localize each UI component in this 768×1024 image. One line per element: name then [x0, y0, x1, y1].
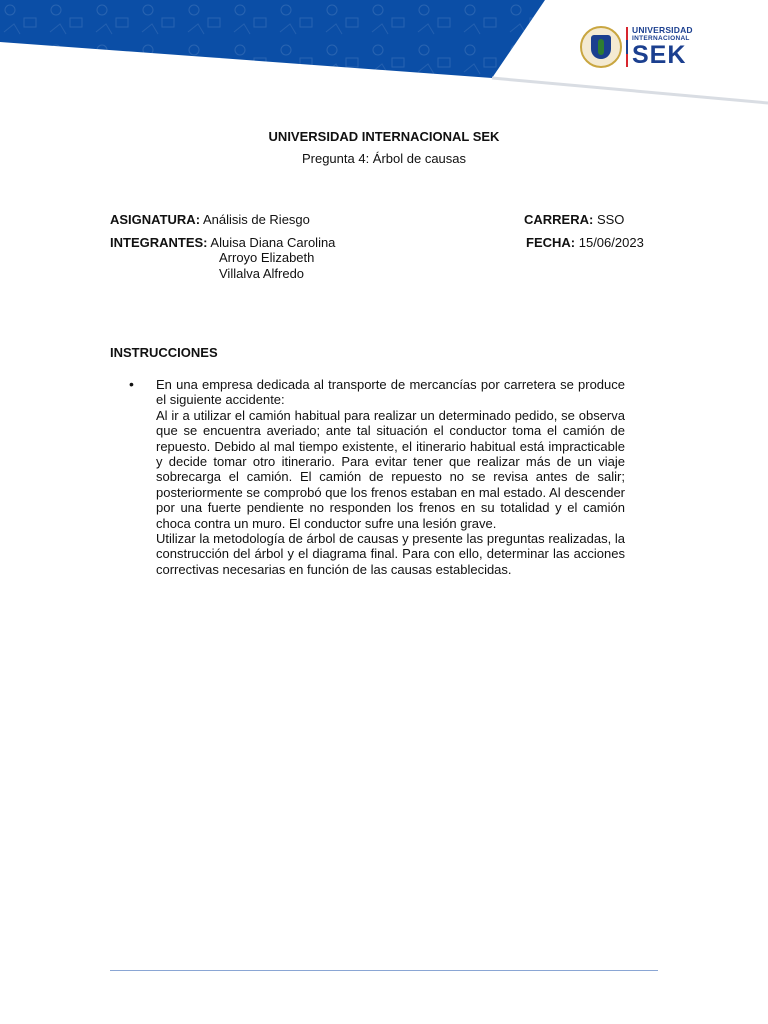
fecha-field [526, 235, 644, 250]
fecha-value: 15/06/2023 [578, 235, 644, 250]
logo-line-1: UNIVERSIDAD [632, 25, 693, 35]
bullet-icon: • [129, 376, 134, 392]
carrera-value: SSO [596, 212, 625, 227]
integrantes-field [110, 235, 335, 250]
document-subtitle: Pregunta 4: Árbol de causas [301, 151, 467, 166]
document-title: UNIVERSIDAD INTERNACIONAL SEK [268, 129, 500, 144]
logo-line-2: INTERNACIONAL [632, 34, 690, 42]
university-logo [580, 24, 693, 70]
instructions-body [156, 377, 625, 577]
fecha-label: FECHA: [526, 235, 576, 250]
member-name: Villalva Alfredo [219, 266, 305, 281]
logo-color-bar [626, 27, 628, 67]
integrantes-label: INTEGRANTES: [110, 235, 208, 250]
header-grey-stripe [492, 78, 768, 103]
footer-divider [110, 970, 658, 971]
carrera-label: CARRERA: [524, 212, 594, 227]
university-seal-icon [580, 26, 622, 68]
instructions-paragraph: Utilizar la metodología de árbol de causas y presente las preguntas realizadas, la construcción del árbol y el diagrama final. Para con ello, determinar las acciones correctivas necesarias en función de las causas establecidas. [156, 531, 625, 577]
member-name: Arroyo Elizabeth [219, 250, 315, 265]
member-name: Aluisa Diana Carolina [210, 235, 336, 250]
asignatura-label: ASIGNATURA: [110, 212, 201, 227]
logo-wordmark [632, 26, 693, 68]
instructions-paragraph: Al ir a utilizar el camión habitual para realizar un determinado pedido, se observa que se encuentra averiado; ante tal situación el conductor toma el camión de repuesto. Debido al mal tiempo existente, el itinerario habitual está impracticable y decide tomar otro itinerario. Para evitar tener que realizar más de un viaje sobrecarga el camión. El camión de repuesto no se revisa antes de salir; posteriormente se comprobó que los frenos estaban en mal estado. Al descender por una fuerte pendiente no responden los frenos en su totalidad y el camión choca contra un muro. El conductor sufre una lesión grave. [156, 407, 625, 531]
logo-line-3: SEK [632, 41, 687, 69]
carrera-field [524, 212, 624, 227]
asignatura-value: Análisis de Riesgo [202, 212, 310, 227]
instructions-heading: INSTRUCCIONES [110, 345, 218, 360]
asignatura-field [110, 212, 310, 227]
instructions-paragraph: En una empresa dedicada al transporte de mercancías por carretera se produce el siguiente accidente: [156, 377, 625, 408]
header-pattern-overlay [0, 0, 545, 78]
